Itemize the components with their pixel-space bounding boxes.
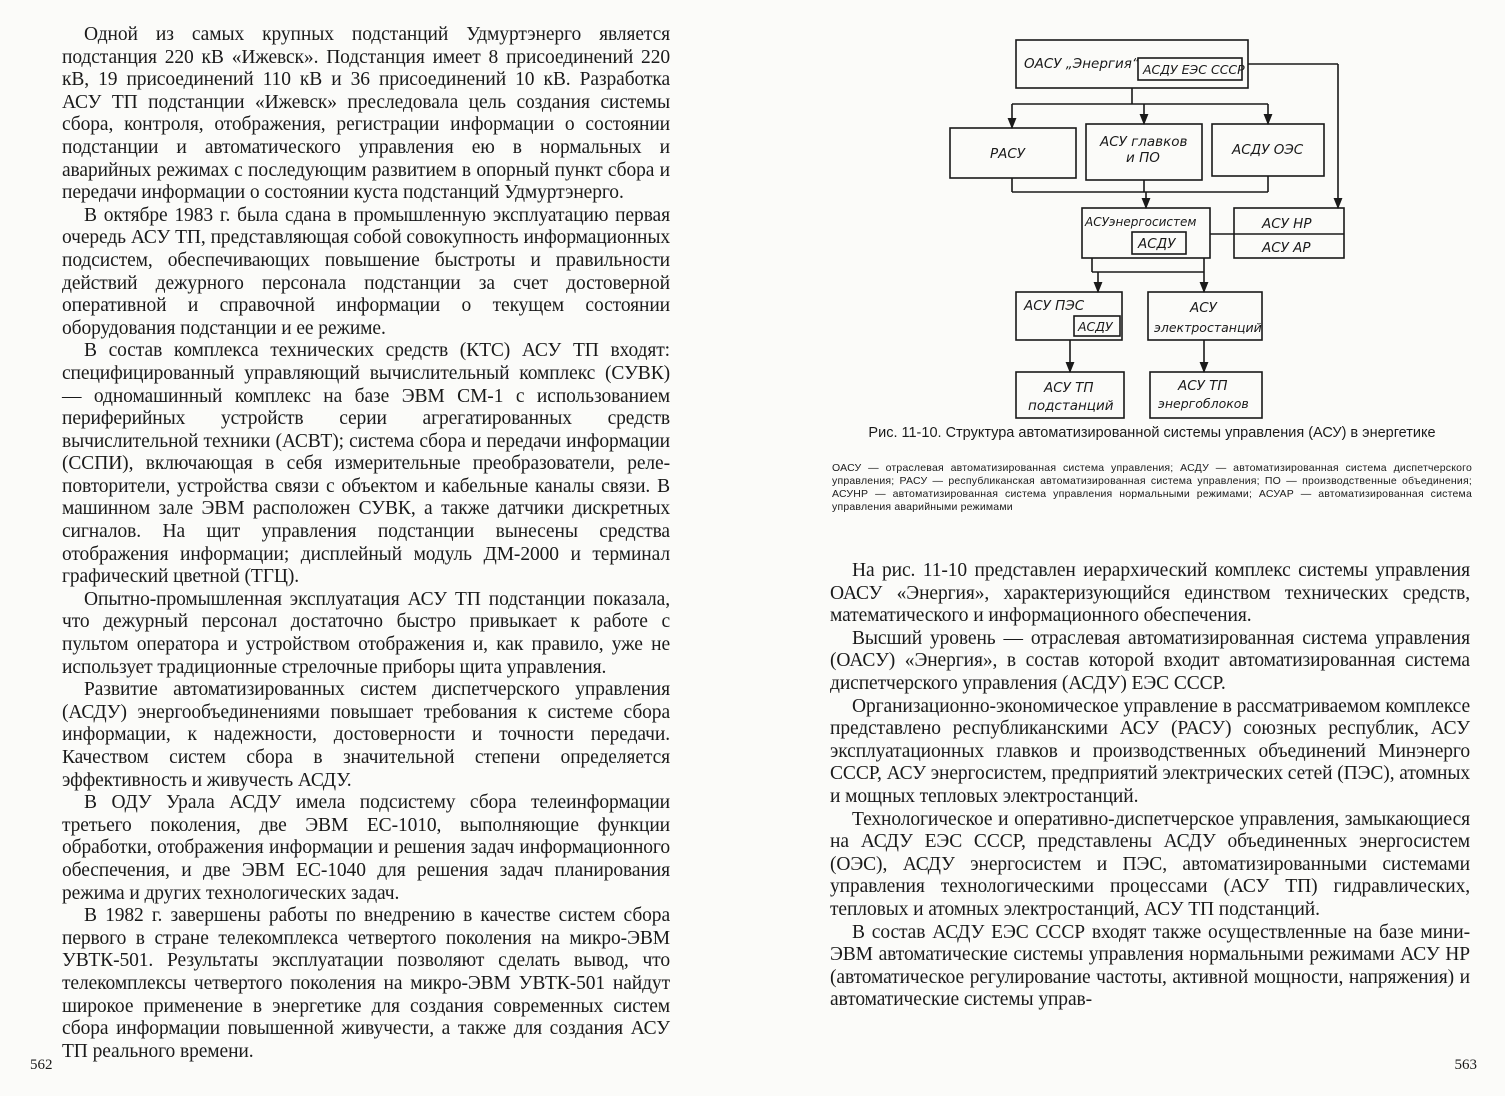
label-asu-nr: АСУ НР xyxy=(1262,216,1312,232)
label-asu-es-2: электростанций xyxy=(1154,320,1262,335)
paragraph: В состав комплекса технических средств (КТС) АСУ ТП входят: специфицированный управляющий вычислительный комплекс (СУВК) — одномашинный комплекс на базе ЭВМ СМ-1 с использованием периферийных устройств серии агрегатированных средств вычислительной техники (АСВТ); система сбора и передачи информации (ССПИ), включающая в себя измерительные преобразователи, реле-повторители, устройства связи с объектом и кабельные каналы связи. В машинном зале ЭВМ расположен СУВК, а также датчики дискретных сигналов. На щит управления подстанции вынесены средства отображения информации; дисплейный модуль ДМ-2000 и терминал графический цветной (ТГЦ). xyxy=(62,340,670,588)
figure-notes: ОАСУ — отраслевая автоматизированная система управления; АСДУ — автоматизированная система диспетчерского управления; РАСУ — республиканская автоматизированная система управления; ПО — производственные объединения; АСУНР — автоматизированная система управления нормальными режимами; АСУАР — автоматизированная система управления аварийными режимами xyxy=(832,462,1472,513)
label-asu-tp-ps-1: АСУ ТП xyxy=(1044,380,1094,396)
label-asu-energosistem: АСУэнергосистем xyxy=(1085,215,1197,229)
page-number: 562 xyxy=(30,1057,53,1073)
paragraph: Технологическое и оперативно-диспетчерское управления, замыкающиеся на АСДУ ЕЭС СССР, представлены АСДУ объединенных энергосистем (ОЭС), АСДУ энергосистем и ПЭС, автоматизированными системами управления технологическими процессами (АСУ ТП) гидравлических, тепловых и атомных электростанций, АСУ ТП подстанций. xyxy=(830,808,1470,920)
label-asu-tp-ps-2: подстанций xyxy=(1028,398,1114,414)
label-asdu-inner-2: АСДУ xyxy=(1078,319,1113,334)
right-page xyxy=(752,0,1505,1096)
figure-caption: Рис. 11-10. Структура автоматизированной системы управления (АСУ) в энергетике xyxy=(868,425,1436,441)
paragraph: Организационно-экономическое управление в рассматриваемом комплексе представлено республиканскими АСУ (РАСУ) союзных республик, АСУ эксплуатационных главков и производственных объединений Минэнерго СССР, АСУ энергосистем, предприятий электрических сетей (ПЭС), атомных и мощных тепловых электростанций. xyxy=(830,695,1470,807)
left-page-text xyxy=(62,24,670,1063)
label-asu-es-1: АСУ xyxy=(1190,300,1217,316)
label-asu-glavkov-2: и ПО xyxy=(1126,150,1160,166)
paragraph: В ОДУ Урала АСДУ имела подсистему сбора телеинформации третьего поколения, две ЭВМ ЕС-1010, выполняющие функции обработки, отображения информации и решения задач информационного обеспечения, и две ЭВМ ЕС-1040 для решения задач планирования режима и других технологических задач. xyxy=(62,792,670,904)
label-asu-tp-eb-2: энергоблоков xyxy=(1158,396,1249,411)
label-oasu: ОАСУ „Энергия“ xyxy=(1024,56,1139,72)
label-asdu-ees: АСДУ ЕЭС СССР xyxy=(1143,62,1245,77)
left-page xyxy=(0,0,752,1096)
label-asu-ar: АСУ АР xyxy=(1262,240,1311,256)
label-asdu-inner-1: АСДУ xyxy=(1138,236,1176,252)
paragraph: В состав АСДУ ЕЭС СССР входят также осуществленные на базе мини-ЭВМ автоматические системы управления нормальными режимами АСУ НР (автоматическое регулирование частоты, активной мощности, напряжения) и автоматические системы управ- xyxy=(830,921,1470,1011)
paragraph: В 1982 г. завершены работы по внедрению в качестве систем сбора первого в стране телекомплекса четвертого поколения на микро-ЭВМ УВТК-501. Результаты эксплуатации позволяют сделать вывод, что телекомплексы четвертого поколения на микро-ЭВМ УВТК-501 найдут широкое применение в энергетике для создания современных систем сбора информации повышенной живучести, а также для создания АСУ ТП реального времени. xyxy=(62,905,670,1062)
label-rasu: РАСУ xyxy=(990,146,1026,162)
paragraph: Высший уровень — отраслевая автоматизированная система управления (ОАСУ) «Энергия», в состав которой входит автоматизированная система диспетчерского управления (АСДУ) ЕЭС СССР. xyxy=(830,627,1470,694)
label-asu-tp-eb-1: АСУ ТП xyxy=(1178,378,1228,394)
paragraph: Одной из самых крупных подстанций Удмуртэнерго является подстанция 220 кВ «Ижевск». Подстанция имеет 8 присоединений 220 кВ, 19 присоединений 110 кВ и 36 присоединений 10 кВ. Разработка АСУ ТП подстанции «Ижевск» преследовала цель создания системы сбора, контроля, отображения, регистрации информации о состоянии подстанции и автоматического управления ею в нормальных и аварийных режимах с последующим развитием в опорный пункт сбора и передачи информации о состоянии куста подстанций Удмуртэнерго. xyxy=(62,24,670,204)
paragraph: В октябре 1983 г. была сдана в промышленную эксплуатацию первая очередь АСУ ТП, представляющая собой совокупность информационных подсистем, обеспечивающих повышение быстроты и правильности действий дежурного персонала подстанции за счет достоверной оперативной и справочной информации о текущем состоянии оборудования подстанции и ее режиме. xyxy=(62,204,670,339)
label-asu-glavkov-1: АСУ главков xyxy=(1100,134,1188,150)
label-asdu-oes: АСДУ ОЭС xyxy=(1232,142,1304,158)
right-page-text xyxy=(830,560,1470,1012)
page-number: 563 xyxy=(1454,1057,1477,1073)
paragraph: Развитие автоматизированных систем диспетчерского управления (АСДУ) энергообъединениями повышает требования к системе сбора информации, к надежности, достоверности и точности передачи. Качеством систем сбора в значительной степени определяется эффективность и живучесть АСДУ. xyxy=(62,679,670,791)
hierarchy-diagram xyxy=(940,36,1480,426)
paragraph: Опытно-промышленная эксплуатация АСУ ТП подстанции показала, что дежурный персонал достаточно быстро привыкает к работе с пультом оператора и устройством отображения и, как правило, уже не использует традиционные стрелочные приборы щита управления. xyxy=(62,588,670,678)
paragraph: На рис. 11-10 представлен иерархический комплекс системы управления ОАСУ «Энергия», характеризующийся единством технических средств, математического и информационного обеспечения. xyxy=(830,560,1470,627)
label-asu-pes: АСУ ПЭС xyxy=(1024,298,1085,314)
